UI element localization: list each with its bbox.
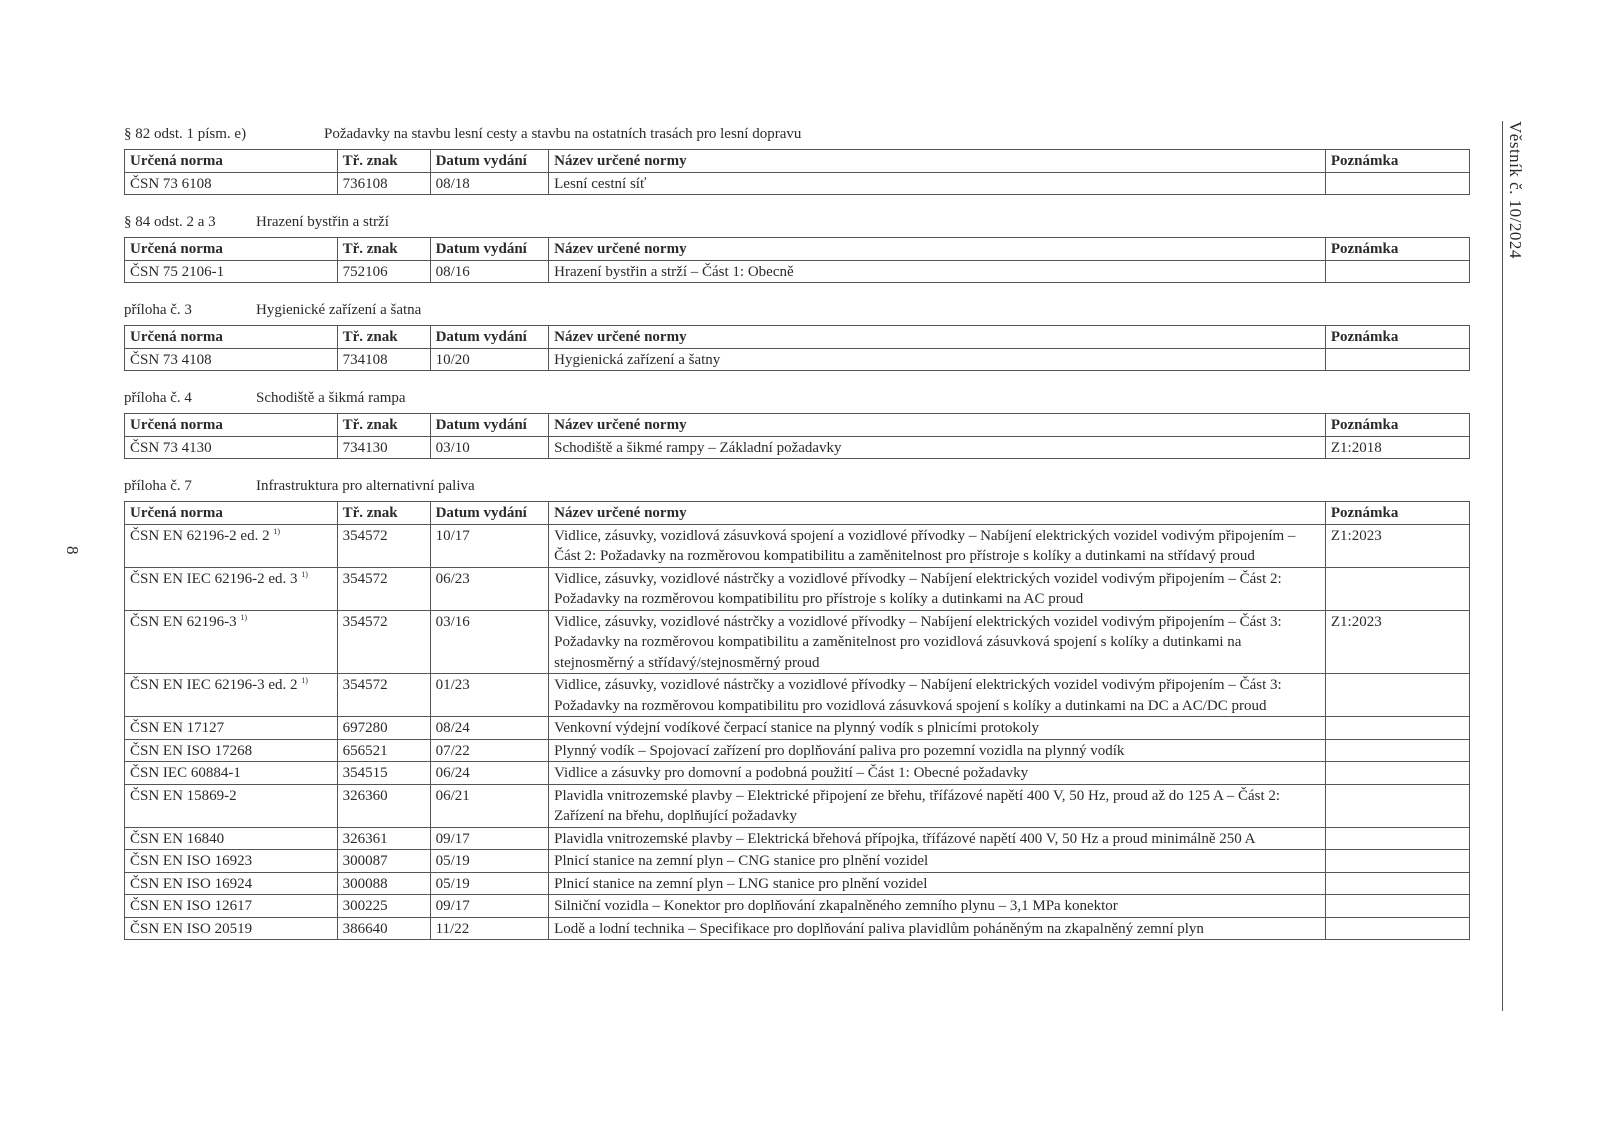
issue-date [430, 739, 549, 762]
norm-title-text: Plnicí stanice na zemní plyn – LNG stanice pro plnění vozidel [554, 875, 928, 892]
section-title: Požadavky na stavbu lesní cesty a stavbu na ostatních trasách pro lesní dopravu [324, 126, 802, 142]
issue-date [430, 567, 549, 610]
norm-title [549, 610, 1326, 674]
norm-note [1325, 827, 1469, 850]
norm-title [549, 895, 1326, 918]
norm-title-text: Vidlice, zásuvky, vozidlové nástrčky a vozidlové přívodky – Nabíjení elektrických vozidel vodivým připojením – Část 2: Požadavky na rozměrovou kompatibilitu pro přístroje s kolíky a dutinkami na AC proud [554, 570, 1282, 607]
norm-code [125, 895, 338, 918]
journal-title: Věstník č. 10/2024 [1506, 121, 1525, 259]
issue-date-text: 06/21 [435, 787, 470, 804]
norm-code-text: ČSN EN IEC 62196-3 ed. 2 [130, 677, 298, 693]
norm-code-text: ČSN 73 6108 [130, 175, 212, 192]
issue-date-text: 08/18 [435, 175, 470, 192]
norm-title [549, 784, 1326, 827]
column-header: Datum vydání [430, 150, 549, 173]
norm-note [1325, 850, 1469, 873]
norm-code-text: ČSN IEC 60884-1 [130, 765, 241, 781]
table-row [125, 172, 1470, 195]
norm-title [549, 348, 1326, 371]
issue-date [430, 260, 549, 283]
table-row [125, 917, 1470, 940]
column-header: Název určené normy [549, 414, 1326, 437]
norm-note [1325, 567, 1469, 610]
norms-table [124, 325, 1470, 371]
norm-code-text: ČSN EN IEC 62196-2 ed. 3 [130, 570, 298, 587]
norm-title-text: Hrazení bystřin a strží – Část 1: Obecně [554, 263, 794, 280]
column-header: Určená norma [125, 238, 338, 261]
norm-note-text: Z1:2023 [1330, 613, 1382, 630]
section-heading [124, 473, 1470, 495]
class-code [337, 895, 430, 918]
table-header-row [125, 502, 1470, 525]
column-header: Určená norma [125, 414, 338, 437]
class-code-text: 734130 [342, 439, 388, 456]
section-title: Hrazení bystřin a strží [256, 214, 389, 230]
norm-title [549, 260, 1326, 283]
norm-note [1325, 260, 1469, 283]
issue-date-text: 10/17 [435, 527, 470, 544]
norm-title-text: Vidlice a zásuvky pro domovní a podobná použití – Část 1: Obecné požadavky [554, 765, 1029, 781]
column-header: Tř. znak [337, 502, 430, 525]
norm-note [1325, 784, 1469, 827]
norm-code [125, 762, 338, 785]
table-row [125, 348, 1470, 371]
norm-note [1325, 739, 1469, 762]
issue-date [430, 850, 549, 873]
class-code-text: 300088 [342, 875, 388, 892]
norms-table [124, 237, 1470, 283]
norm-title-text: Plnicí stanice na zemní plyn – CNG stanice pro plnění vozidel [554, 853, 929, 869]
section-ref: příloha č. 4 [124, 390, 192, 406]
class-code-text: 354572 [342, 613, 388, 630]
issue-date [430, 610, 549, 674]
column-header: Tř. znak [337, 414, 430, 437]
issue-date-text: 03/16 [435, 613, 470, 630]
norm-code [125, 260, 338, 283]
issue-date [430, 872, 549, 895]
table-row [125, 872, 1470, 895]
norm-note [1325, 524, 1469, 567]
norm-title-text: Silniční vozidla – Konektor pro doplňování zkapalněného zemního plynu – 3,1 MPa konektor [554, 898, 1118, 914]
norm-title-text: Plavidla vnitrozemské plavby – Elektrická břehová přípojka, třífázové napětí 400 V, 50 Hz a proud minimálně 250 A [554, 830, 1256, 847]
column-header: Poznámka [1325, 326, 1469, 349]
side-rule [1502, 121, 1503, 1011]
norms-table [124, 501, 1470, 940]
issue-date [430, 784, 549, 827]
norm-title [549, 917, 1326, 940]
table-header-row [125, 326, 1470, 349]
norm-title [549, 674, 1326, 717]
issue-date [430, 674, 549, 717]
norm-title [549, 717, 1326, 740]
column-header: Název určené normy [549, 502, 1326, 525]
section-ref: příloha č. 7 [124, 478, 192, 494]
norm-note [1325, 895, 1469, 918]
table-row [125, 260, 1470, 283]
norm-note-text: Z1:2023 [1330, 527, 1382, 544]
class-code-text: 697280 [342, 720, 388, 736]
section-heading [124, 209, 1470, 231]
issue-date [430, 827, 549, 850]
norm-title [549, 172, 1326, 195]
issue-date [430, 348, 549, 371]
norm-code [125, 917, 338, 940]
class-code-text: 656521 [342, 742, 388, 759]
norm-title-text: Hygienická zařízení a šatny [554, 351, 721, 368]
norm-title-text: Vidlice, zásuvky, vozidlové nástrčky a vozidlové přívodky – Nabíjení elektrických vozidel vodivým připojením – Část 3: Požadavky na rozměrovou kompatibilitu pro vozidlová zásuvková spojení s kolíky a dutinkami na DC a AC/DC proud [554, 677, 1282, 714]
issue-date-text: 09/17 [435, 898, 470, 914]
norm-note [1325, 674, 1469, 717]
table-row [125, 850, 1470, 873]
norm-title [549, 739, 1326, 762]
section-title: Infrastruktura pro alternativní paliva [256, 478, 475, 494]
issue-date [430, 895, 549, 918]
norm-title-text: Lodě a lodní technika – Specifikace pro doplňování paliva plavidlům poháněným na zkapalněný zemní plyn [554, 920, 1204, 937]
column-header: Datum vydání [430, 326, 549, 349]
issue-date-text: 11/22 [435, 920, 470, 937]
class-code-text: 326360 [342, 787, 388, 804]
class-code [337, 610, 430, 674]
column-header: Název určené normy [549, 150, 1326, 173]
norm-title-text: Venkovní výdejní vodíkové čerpací stanice na plynný vodík s plnicími protokoly [554, 720, 1040, 736]
norm-code [125, 172, 338, 195]
norm-title-text: Vidlice, zásuvky, vozidlová zásuvková spojení a vozidlové přívodky – Nabíjení elektrických vozidel vodivým připojením – Část 2: Požadavky na rozměrovou kompatibilitu a zaměnitelnost pro přístroje s kolíky a dutinkami na střídavý proud [554, 527, 1296, 564]
norm-note [1325, 610, 1469, 674]
section-title: Schodiště a šikmá rampa [256, 390, 406, 406]
norm-code [125, 784, 338, 827]
issue-date-text: 01/23 [435, 677, 470, 693]
norm-note [1325, 172, 1469, 195]
issue-date [430, 524, 549, 567]
norm-title-text: Lesní cestní síť [554, 175, 647, 192]
section-heading [124, 385, 1470, 407]
section-ref: § 84 odst. 2 a 3 [124, 214, 216, 230]
norm-note [1325, 762, 1469, 785]
norm-code-text: ČSN EN ISO 17268 [130, 742, 253, 759]
norm-code [125, 436, 338, 459]
norm-note [1325, 717, 1469, 740]
section-heading [124, 297, 1470, 319]
norm-code-text: ČSN EN 16840 [130, 830, 225, 847]
norm-code-text: ČSN EN 17127 [130, 720, 225, 736]
norm-title-text: Vidlice, zásuvky, vozidlové nástrčky a vozidlové přívodky – Nabíjení elektrických vozidel vodivým připojením – Část 3: Požadavky na rozměrovou kompatibilitu a zaměnitelnost pro vozidlová zásuvková spojení s kolíky a dutinkami na stejnosměrný a střídavý/stejnosměrný proud [554, 613, 1282, 671]
norm-title [549, 850, 1326, 873]
issue-date-text: 08/16 [435, 263, 470, 280]
table-row [125, 436, 1470, 459]
class-code-text: 326361 [342, 830, 388, 847]
page-number: 8 [63, 546, 82, 555]
norm-note [1325, 436, 1469, 459]
class-code-text: 354572 [342, 677, 388, 693]
norm-code-text: ČSN EN 62196-2 ed. 2 [130, 527, 270, 544]
column-header: Určená norma [125, 150, 338, 173]
class-code-text: 734108 [342, 351, 388, 368]
norm-code [125, 348, 338, 371]
table-row [125, 717, 1470, 740]
norm-note [1325, 348, 1469, 371]
issue-date-text: 08/24 [435, 720, 470, 736]
norm-title-text: Plavidla vnitrozemské plavby – Elektrické připojení ze břehu, třífázové napětí 400 V, 50 Hz, proud až do 125 A – Část 2: Zařízení na břehu, doplňující požadavky [554, 787, 1281, 824]
column-header: Tř. znak [337, 326, 430, 349]
issue-date-text: 06/24 [435, 765, 470, 781]
norm-code [125, 674, 338, 717]
norm-code-text: ČSN EN ISO 16923 [130, 853, 253, 869]
table-header-row [125, 414, 1470, 437]
column-header: Datum vydání [430, 502, 549, 525]
section-title: Hygienické zařízení a šatna [256, 302, 422, 318]
norm-title-text: Schodiště a šikmé rampy – Základní požadavky [554, 439, 842, 456]
issue-date [430, 762, 549, 785]
section-ref: příloha č. 3 [124, 302, 192, 318]
class-code-text: 300225 [342, 898, 388, 914]
table-header-row [125, 150, 1470, 173]
issue-date-text: 09/17 [435, 830, 470, 847]
table-row [125, 674, 1470, 717]
section-ref: § 82 odst. 1 písm. e) [124, 126, 247, 142]
norm-title [549, 827, 1326, 850]
issue-date-text: 10/20 [435, 351, 470, 368]
norms-table [124, 413, 1470, 459]
document-body [124, 121, 1470, 954]
norm-code [125, 610, 338, 674]
norm-code-text: ČSN EN ISO 12617 [130, 898, 253, 914]
table-row [125, 784, 1470, 827]
column-header: Tř. znak [337, 238, 430, 261]
column-header: Poznámka [1325, 238, 1469, 261]
column-header: Poznámka [1325, 150, 1469, 173]
class-code [337, 917, 430, 940]
class-code [337, 762, 430, 785]
class-code-text: 354572 [342, 570, 388, 587]
norm-code [125, 717, 338, 740]
norm-code-text: ČSN EN ISO 20519 [130, 920, 253, 937]
class-code [337, 717, 430, 740]
norm-code [125, 739, 338, 762]
issue-date-text: 05/19 [435, 875, 470, 892]
issue-date [430, 717, 549, 740]
issue-date-text: 05/19 [435, 853, 470, 869]
column-header: Poznámka [1325, 414, 1469, 437]
class-code [337, 674, 430, 717]
column-header: Datum vydání [430, 238, 549, 261]
norm-code [125, 524, 338, 567]
norms-table [124, 149, 1470, 195]
norm-title [549, 524, 1326, 567]
issue-date [430, 917, 549, 940]
column-header: Určená norma [125, 502, 338, 525]
column-header: Název určené normy [549, 238, 1326, 261]
column-header: Poznámka [1325, 502, 1469, 525]
norm-title [549, 762, 1326, 785]
norm-code [125, 567, 338, 610]
table-row [125, 739, 1470, 762]
norm-code-text: ČSN EN ISO 16924 [130, 875, 253, 892]
issue-date-text: 03/10 [435, 439, 470, 456]
column-header: Datum vydání [430, 414, 549, 437]
class-code-text: 354515 [342, 765, 388, 781]
class-code-text: 386640 [342, 920, 388, 937]
table-row [125, 827, 1470, 850]
norm-code [125, 827, 338, 850]
norm-code-text: ČSN 73 4130 [130, 439, 212, 456]
table-row [125, 762, 1470, 785]
footnote-marker: 1) [240, 612, 248, 622]
norm-note [1325, 917, 1469, 940]
table-header-row [125, 238, 1470, 261]
norm-code-text: ČSN EN 15869-2 [130, 787, 237, 804]
norm-title [549, 567, 1326, 610]
class-code [337, 172, 430, 195]
class-code [337, 850, 430, 873]
table-row [125, 567, 1470, 610]
table-row [125, 895, 1470, 918]
issue-date-text: 06/23 [435, 570, 470, 587]
footnote-marker: 1) [273, 526, 280, 536]
column-header: Určená norma [125, 326, 338, 349]
norm-title [549, 436, 1326, 459]
class-code [337, 567, 430, 610]
norm-note-text: Z1:2018 [1330, 439, 1382, 456]
table-row [125, 524, 1470, 567]
class-code [337, 739, 430, 762]
norm-code-text: ČSN EN 62196-3 [130, 613, 237, 630]
column-header: Název určené normy [549, 326, 1326, 349]
class-code-text: 300087 [342, 853, 388, 869]
class-code-text: 736108 [342, 175, 388, 192]
norm-code-text: ČSN 73 4108 [130, 351, 212, 368]
norm-title-text: Plynný vodík – Spojovací zařízení pro doplňování paliva pro pozemní vozidla na plynný vodík [554, 742, 1125, 759]
class-code-text: 752106 [342, 263, 388, 280]
issue-date [430, 436, 549, 459]
norm-title [549, 872, 1326, 895]
norm-code [125, 850, 338, 873]
section-heading [124, 121, 1470, 143]
class-code [337, 784, 430, 827]
norm-note [1325, 872, 1469, 895]
class-code [337, 524, 430, 567]
class-code [337, 436, 430, 459]
norm-code [125, 872, 338, 895]
footnote-marker: 1) [301, 569, 308, 579]
issue-date-text: 07/22 [435, 742, 470, 759]
table-row [125, 610, 1470, 674]
issue-date [430, 172, 549, 195]
footnote-marker: 1) [301, 676, 308, 685]
class-code [337, 827, 430, 850]
norm-code-text: ČSN 75 2106-1 [130, 263, 225, 280]
class-code-text: 354572 [342, 527, 388, 544]
class-code [337, 348, 430, 371]
class-code [337, 260, 430, 283]
class-code [337, 872, 430, 895]
column-header: Tř. znak [337, 150, 430, 173]
